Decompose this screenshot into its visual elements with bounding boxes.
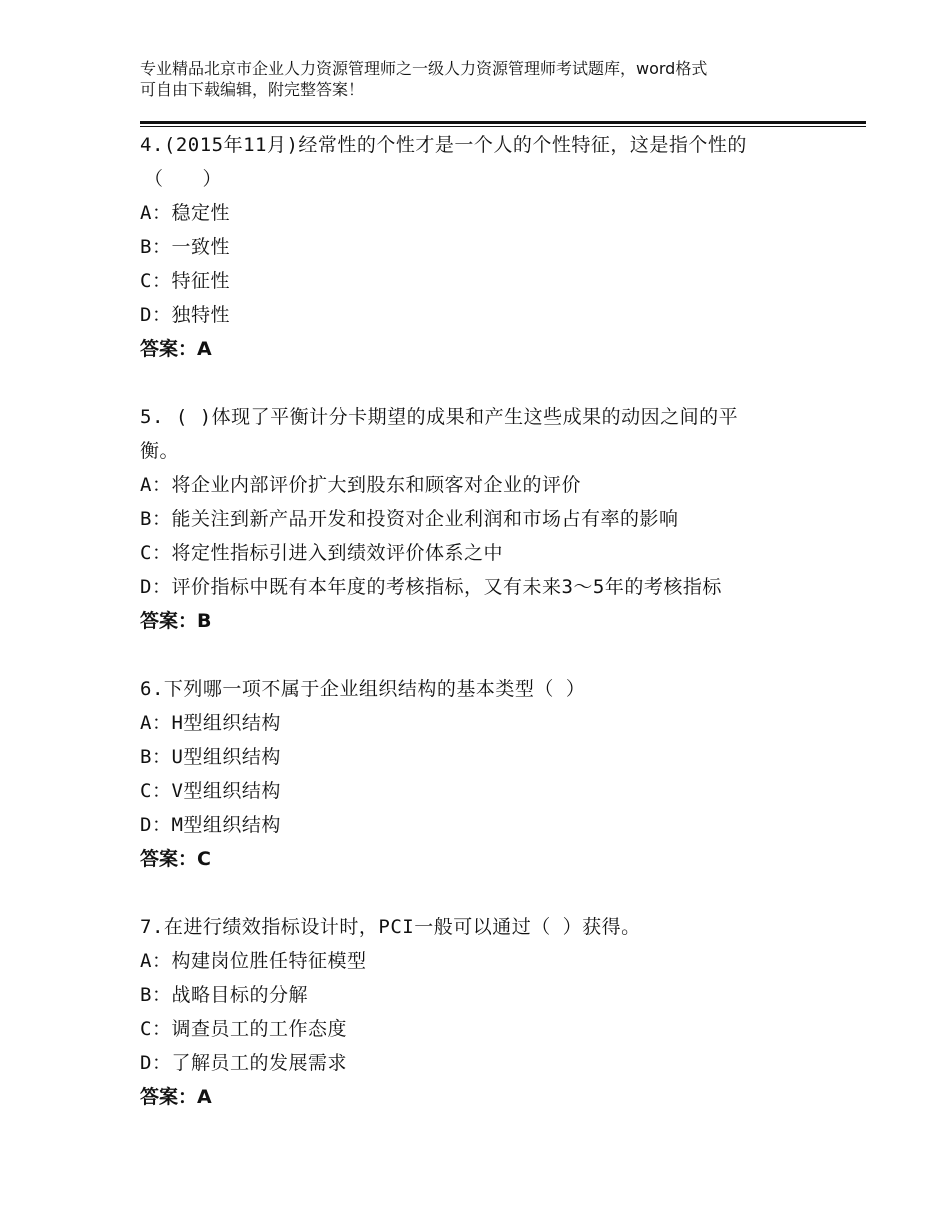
answer: 答案：C xyxy=(140,848,211,870)
question-6 xyxy=(140,672,840,876)
question-7 xyxy=(140,910,840,1114)
question-stem: 4.(2015年11月)经常性的个性才是一个人的个性特征，这是指个性的 xyxy=(140,134,747,156)
question-gap xyxy=(140,876,840,910)
option-a: A：稳定性 xyxy=(140,202,230,224)
option-d: D：M型组织结构 xyxy=(140,814,281,836)
option-c: C：将定性指标引进入到绩效评价体系之中 xyxy=(140,542,503,564)
header-line-1: 专业精品北京市企业人力资源管理师之一级人力资源管理师考试题库，word格式 xyxy=(140,59,708,78)
question-gap xyxy=(140,366,840,400)
option-c: C：特征性 xyxy=(140,270,230,292)
option-d: D：独特性 xyxy=(140,304,230,326)
question-stem: 5. ( )体现了平衡计分卡期望的成果和产生这些成果的动因之间的平 xyxy=(140,406,739,428)
header-rule-thin xyxy=(140,126,866,127)
option-b: B：战略目标的分解 xyxy=(140,984,308,1006)
question-5 xyxy=(140,400,840,638)
option-b: B：一致性 xyxy=(140,236,230,258)
option-a: A：构建岗位胜任特征模型 xyxy=(140,950,367,972)
document-header xyxy=(140,58,830,100)
option-d: D：评价指标中既有本年度的考核指标，又有未来3～5年的考核指标 xyxy=(140,576,722,598)
option-c: C：V型组织结构 xyxy=(140,780,281,802)
option-a: A：H型组织结构 xyxy=(140,712,281,734)
option-b: B：能关注到新产品开发和投资对企业利润和市场占有率的影响 xyxy=(140,508,679,530)
option-a: A：将企业内部评价扩大到股东和顾客对企业的评价 xyxy=(140,474,581,496)
option-c: C：调查员工的工作态度 xyxy=(140,1018,347,1040)
question-list xyxy=(140,128,840,1114)
question-stem-continued: （ ） xyxy=(144,168,223,190)
header-rule-thick xyxy=(140,121,866,124)
question-stem-continued: 衡。 xyxy=(140,440,180,462)
question-stem: 6.下列哪一项不属于企业组织结构的基本类型（ ） xyxy=(140,678,586,700)
question-gap xyxy=(140,638,840,672)
header-line-2: 可自由下载编辑，附完整答案！ xyxy=(140,80,365,99)
question-stem: 7.在进行绩效指标设计时，PCI一般可以通过（ ）获得。 xyxy=(140,916,641,938)
answer: 答案：A xyxy=(140,338,212,360)
answer: 答案：B xyxy=(140,610,212,632)
answer: 答案：A xyxy=(140,1086,212,1108)
question-4 xyxy=(140,128,840,366)
option-b: B：U型组织结构 xyxy=(140,746,281,768)
option-d: D：了解员工的发展需求 xyxy=(140,1052,347,1074)
